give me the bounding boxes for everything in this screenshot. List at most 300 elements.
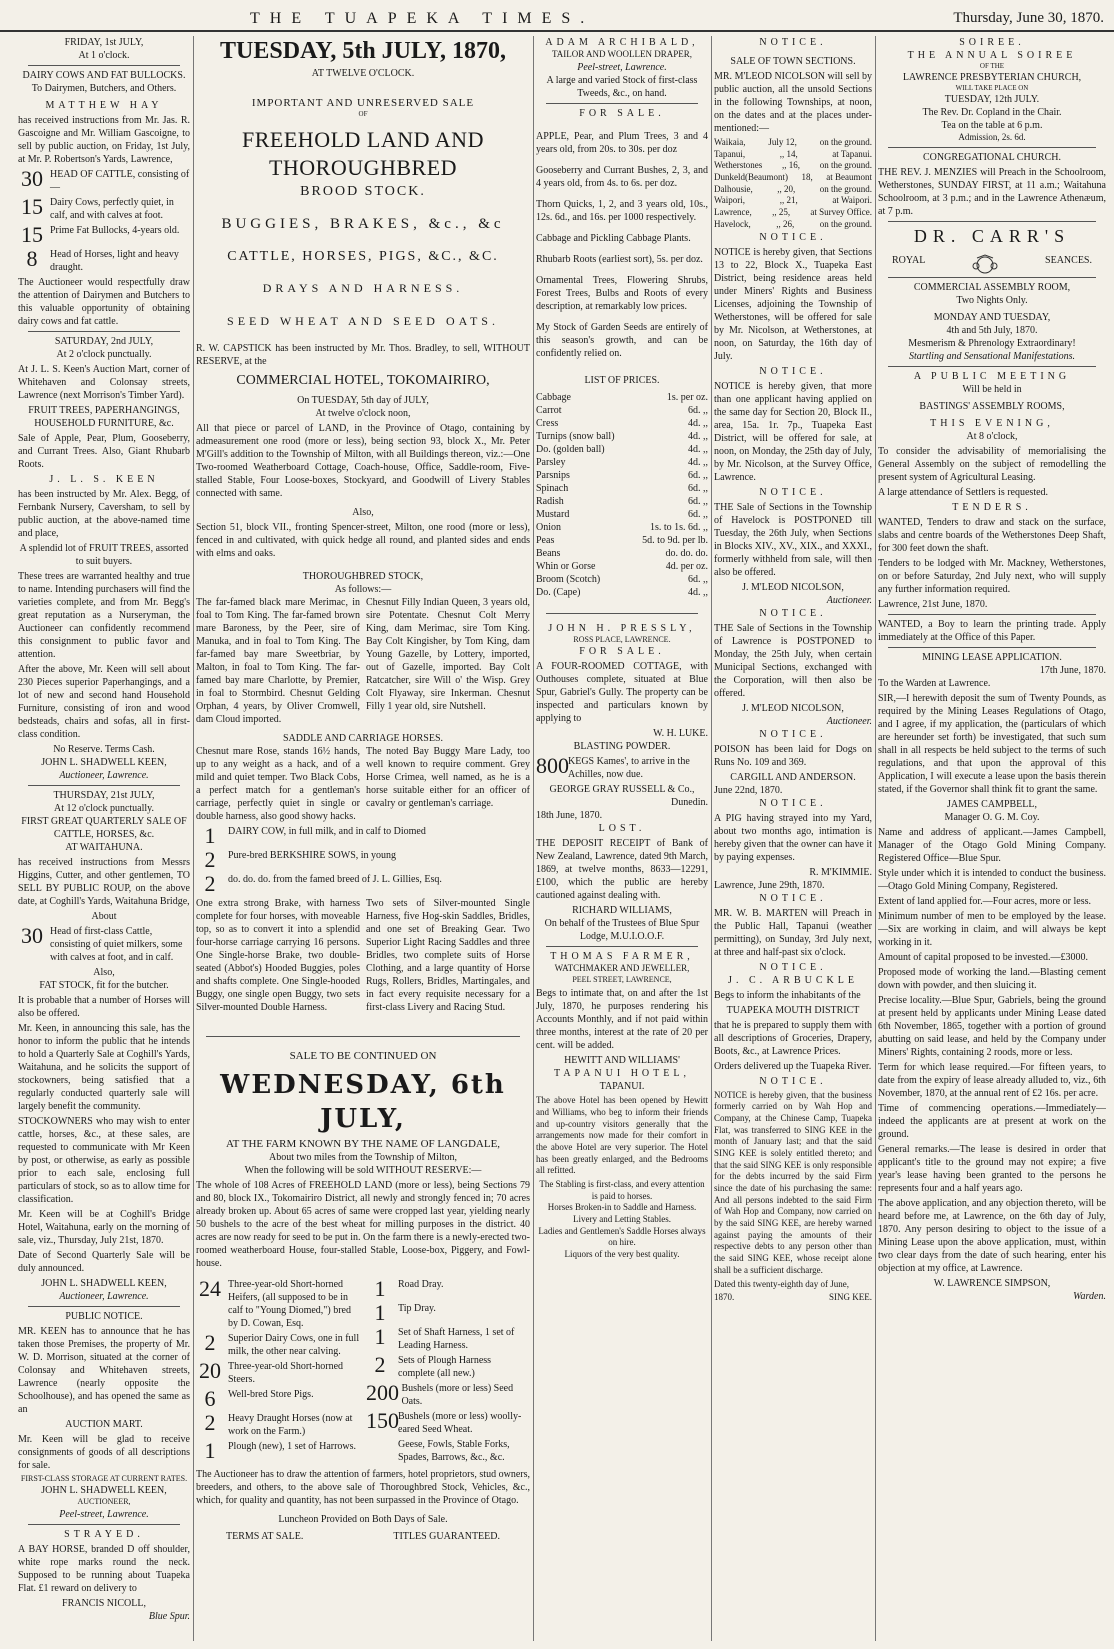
keen-terms: No Reserve. Terms Cash. [53, 744, 155, 755]
town-row [714, 172, 872, 184]
fruit-title: FRUIT TREES, PAPERHANGINGS, HOUSEHOLD FURNITURE, &c. [28, 405, 180, 429]
items-right [366, 1276, 530, 1466]
divider [28, 331, 180, 332]
extent: Extent of land applied for.—Four acres, more or less. [878, 896, 1091, 908]
settlers: A large attendance of Settlers is requested. [878, 487, 1049, 499]
cargill: CARGILL AND ANDERSON. [730, 771, 856, 783]
seeds: My Stock of Garden Seeds are entirely of this season's growth, and can be confidently relied on. [536, 321, 708, 359]
poison: POISON has been laid for Dogs on Runs No. 109 and 369. [714, 743, 872, 768]
simpson: W. LAWRENCE SIMPSON, [933, 1278, 1051, 1290]
list-item: 2 Pure-bred BERKSHIRE SOWS, in young [204, 847, 397, 873]
town-place: Waikaia, [714, 137, 746, 147]
town-date: ,, 14, [779, 148, 798, 159]
notice4: THE Sale of Sections in the Township of Havelock is POSTPONED till Tuesday, the 26th July, when Sections in Blocks XIV., XV., XIX., and XXXI., formerly withheld from sale, will then also be offered. [714, 501, 872, 578]
lodged: Tenders to be lodged with Mr. Mackney, Wetherstones, on or before Saturday, 2nd July next, who will supply any further information required. [878, 558, 1106, 596]
thomas-trade: WATCHMAKER AND JEWELLER, [554, 963, 690, 974]
price-value: 6d. ,, [688, 469, 708, 481]
sig5: J. M'LEOD NICOLSON, [742, 702, 844, 714]
item-count: 2 [374, 1352, 386, 1378]
adam-name: ADAM ARCHIBALD, [545, 37, 699, 48]
startling: Startling and Sensational Manifestations. [908, 351, 1076, 363]
town-where: at Waipori. [832, 195, 872, 206]
price-item: Beans [536, 547, 561, 559]
price-row [536, 573, 708, 586]
keen-sig2: Auctioneer, Lawrence. [59, 770, 149, 781]
town-date: 18, [801, 172, 813, 183]
rhubarb: Rhubarb Roots (earliest sort), 5s. per doz. [536, 253, 703, 265]
items-left [196, 1276, 360, 1466]
keen2-text: has received instructions from Messrs Higgins, Cutter, and other gentlemen, TO SELL BY PUBLIC ROUP, on the above date, at Coghill's Yards, Waitahuna Bridge, [18, 857, 190, 907]
item-text: Heavy Draught Horses (now at work on the Farm.) [228, 1413, 353, 1438]
town-where: on the ground. [819, 183, 872, 194]
price-value: 4d. per oz. [665, 560, 708, 572]
price-value: 4d. ,, [688, 443, 708, 455]
town-where: on the ground. [819, 160, 872, 171]
item-text: Superior Dairy Cows, one in full milk, the other near calving. [228, 1333, 360, 1358]
crest-icon [972, 254, 998, 274]
keen-warrant: These trees are warranted healthy and true to name. Intending purchasers will find the varieties complete, and from Mr. Begg's great reputation as a Nurseryman, the Auctioneer can confidently recommend this consignment to public favor and attention. [18, 571, 190, 660]
keen3-sig3: Peel-street, Lawrence. [59, 1508, 149, 1520]
keen-text: has been instructed by Mr. Alex. Begg, of Fernbank Nursery, Caversham, to sell by public auction, at the above-named time and place, [18, 489, 190, 539]
dr-carr: DR. CARR'S [913, 225, 1071, 246]
list-item [196, 1332, 360, 1358]
brake-right: Two sets of Silver-mounted Single Harness, five Hog-skin Saddles, Bridles, and one set of Breaking Gear. Two Superior Light Racing Saddles and three Bridles, two complete suits of Horse Clothing, and a large quantity of Horse Rugs, Rollers, Bridles, Martingales, and in fact every requisite necessary for a first-class Livery and Racing Stud. [366, 898, 530, 1014]
notice-heading: NOTICE. [759, 1075, 827, 1087]
wanted1: WANTED, Tenders to draw and stack on the surface, slabs and centre boards of the Wetherstones Deep Shaft, for 300 feet down the shaft. [878, 517, 1106, 555]
arbuckle-text2: that he is prepared to supply them with all descriptions of Groceries, Drapery, Boots, &c., at Lawrence Prices. [714, 1019, 872, 1057]
fruit-sub: Sale of Apple, Pear, Plum, Gooseberry, and Currant Trees. Also, Giant Rhubarb Roots. [18, 433, 190, 470]
divider [206, 1036, 520, 1037]
price-row [536, 547, 708, 560]
price-row [536, 456, 708, 469]
list-item [196, 1388, 360, 1410]
town-row [714, 160, 872, 172]
price-item: Parsnips [536, 469, 570, 481]
sir: SIR,—I herewith deposit the sum of Twenty Pounds, as required by the Mining Leases Regulations of Otago, and I agree, if my application, the (particulars of which are hereunder set forth) be investigated, that such sum shall in all respects be held subject to the terms of such regulations, and that upon the approval of this Application, I will execute a lease upon the basis therein stated, if the Governor shall think fit to grant the same. [878, 693, 1106, 796]
item-text: Road Dray. [398, 1279, 444, 1291]
warden-sig: Warden. [1073, 1291, 1106, 1303]
price-item: Do. (golden ball) [536, 443, 605, 455]
russell-date: 18th June, 1870. [536, 810, 603, 822]
notice-heading: NOTICE. [759, 231, 827, 243]
orders: Orders delivered up the Tuapeka River. [714, 1060, 872, 1072]
sale-time: AT TWELVE O'CLOCK. [311, 68, 415, 80]
parcel: All that piece or parcel of LAND, in the Province of Otago, containing by admeasurement one rood (more or less), being section 93, block X., Mr. Peter M'Gill's addition to the Township of Milton, with all Buildings thereon, viz.:—One Two-roomed Weatherboard Cottage, Coach-house, Office, Saddle-room, Five-stalled Stable, Four Loose-boxes, Stockyard, and Goodwill of Livery Stables connected with same. [196, 423, 530, 500]
tapanui: TAPANUI HOTEL, [554, 1068, 690, 1080]
dairy-to: To Dairymen, Butchers, and Others. [31, 83, 177, 94]
strayed-text: A BAY HORSE, branded D off shoulder, white rope marks round the neck. Supposed to be running about Tuapeka Flat. £1 reward on delivery to [18, 1543, 190, 1594]
dates: 4th and 5th July, 1870. [946, 325, 1038, 337]
keen3-sig2: AUCTIONEER, [77, 1497, 131, 1507]
continued: SALE TO BE CONTINUED ON [289, 1050, 437, 1063]
price-item: Cress [536, 417, 559, 429]
sig4b: Auctioneer. [826, 594, 872, 606]
cabbage: Cabbage and Pickling Cabbage Plants. [536, 232, 691, 244]
horses-hire: Horses Broken-in to Saddle and Harness. [547, 1202, 697, 1213]
notice-heading: NOTICE. [759, 961, 827, 973]
sad-left: Chesnut mare Rose, stands 16½ hands, up to any weight as a hack, and of a mild and quiet temper. Two Black Cobs, a perfect match for a gentleman's carriage, perfectly quiet in single or double harness, also good showy hacks. [196, 746, 360, 823]
mon-tue: MONDAY AND TUESDAY, [933, 312, 1051, 324]
notice-heading: NOTICE. [759, 37, 827, 48]
list-item: 30 HEAD OF CATTLE, consisting of— [21, 166, 190, 193]
tb-right: Chesnut Filly Indian Queen, 3 years old, sire Potentate. Chesnut Colt Merry King, dam Merimac, sire Tom King. Bay Colt Kingisher, by Tom King, dam Young Gazelle, by Lottery, imported, out of Gazelle, imported. Bay Colt Ratcatcher, sire Will o' the Wisp. Grey Colt Flyaway, sire Inkerman. Chesnut Filly 1 year old, sire Nutshell. [366, 597, 530, 713]
price-item: Parsley [536, 456, 566, 468]
list-item [366, 1302, 530, 1324]
notice5: THE Sale of Sections in the Township of Lawrence is POSTPONED to Monday, the 25th July, when certain Municipal Sections, exchanged with the Corporation, will then also be offered. [714, 622, 872, 699]
section51: Section 51, block VII., fronting Spencer-street, Milton, one rood (more or less), fenced in and cultivated, with quick hedge all round, and planted sides and ends with elms and oaks. [196, 522, 530, 560]
town-row [714, 137, 872, 149]
price-value: 6d. ,, [688, 508, 708, 520]
item-count: 1 [374, 1276, 386, 1302]
drays-heading: DRAYS AND HARNESS. [262, 280, 464, 295]
blasting: BLASTING POWDER. [573, 741, 671, 753]
keen2-ann: Mr. Keen, in announcing this sale, has the honor to inform the public that he intends to hold a Quarterly Sale at Coghill's Yards, Waitahuna, and he solicits the support of stockowners, being satisfied that a regularly conducted quarterly sale will largely benefit the community. [18, 1023, 190, 1112]
singkee-sig: SING KEE. [829, 1292, 872, 1303]
apple: APPLE, Pear, and Plum Trees, 3 and 4 years old, from 20s. to 30s. per doz [536, 130, 708, 155]
price-value: 4d. ,, [688, 430, 708, 442]
evening: THIS EVENING, [930, 418, 1054, 430]
adam-stock: A large and varied Stock of first-class Tweeds, &c., on hand. [546, 74, 698, 99]
above-app: The above application, and any objection thereto, will be heard before me, at Lawrence, on the 6th day of July, 1870. Any person desiring to object to the issue of a Mining Lease upon the above application, must, within two clear days from the date of such hearing, enter his objection at my office, at Lawrence. [878, 1198, 1106, 1275]
tea: Tea on the table at 6 p.m. [941, 120, 1043, 132]
item-count: 2 [204, 1330, 216, 1356]
hewitt: HEWITT AND WILLIAMS' [564, 1055, 680, 1067]
item-count: 20 [199, 1358, 221, 1384]
farm-items [196, 1276, 530, 1466]
singkee: NOTICE is hereby given, that the business formerly carried on by Wah Hop and Company, at the Chinese Camp, Tuapeka Flat, was transferred to SING KEE in the month of January last; and that the said SING KEE is solely entitled thereto; and that the said SING KEE is only responsible for the debts incurred by the said Firm since the date of his purchasing the same: And all persons indebted to the said Firm of Wah Hop and Company, now carried on by the said SING KEE, are hereby warned against paying the amounts of their respective debts to any person other than the said SING KEE, whose receipt alone shall be a sufficient discharge. [714, 1089, 872, 1275]
keen-after: After the above, Mr. Keen will sell about 230 Pieces superior Paperhangings, and a lot of new and second hand Household Furniture, consisting of iron and wood bedsteads, chairs and sofas, all in first-class condition. [18, 664, 190, 740]
fat-stock: FAT STOCK, fit for the butcher. [39, 980, 169, 991]
church: LAWRENCE PRESBYTERIAN CHURCH, [902, 72, 1082, 84]
price-item: Onion [536, 521, 561, 533]
whole-text: The whole of 108 Acres of FREEHOLD LAND (more or less), being Sections 79 and 80, block IX., Tokomairiro District, all newly and strongly fenced in; 70 acres already broken up. About 65 acres of same were cropped last year, yielding nearly 50 bushels to the acre of the best wheat for milling purposes in the district. 40 acres are now ready for seed to be put in. On the farm there is a newly-erected two-roomed weatherboard House, four-stalled Stable, Loose-box, Piggery, and Fowl-house. [196, 1180, 530, 1270]
divider [28, 65, 180, 66]
saddle-hire: Ladies and Gentlemen's Saddle Horses always on hire. [538, 1225, 706, 1248]
price-item: Do. (Cape) [536, 586, 581, 598]
price-row [536, 521, 708, 534]
public-text: MR. KEEN has to announce that he has taken those Premises, the property of Mr. W. D. Morrison, situated at the corner of Colonsay and Whitehaven streets, Lawrence (nearly opposite the Schoolhouse), and has opened the same as an [18, 1326, 190, 1415]
price-item: Radish [536, 495, 564, 507]
sig4: J. M'LEOD NICOLSON, [742, 581, 844, 593]
list-item [366, 1410, 530, 1436]
town-where: at Tapanui. [832, 148, 872, 159]
price-list [536, 391, 708, 599]
thomas-addr: PEEL STREET, LAWRENCE, [572, 974, 672, 984]
about-two: About two miles from the Township of Milton, [269, 1152, 457, 1164]
cargill-date: June 22nd, 1870. [714, 784, 783, 796]
list-item [196, 1278, 360, 1330]
divider [888, 647, 1096, 648]
strayed-sig2: Blue Spur. [148, 1610, 190, 1622]
thoroughbred-list [196, 596, 530, 726]
sat-time: At 2 o'clock punctually. [56, 349, 152, 360]
item-count: 1 [204, 1438, 216, 1464]
saddle-list [196, 745, 530, 823]
williams: RICHARD WILLIAMS, [572, 905, 672, 917]
column-divider [193, 36, 194, 1641]
list-item: 15 Prime Fat Bullocks, 4-years old. [21, 222, 180, 247]
price-value: 6d. ,, [688, 404, 708, 416]
price-row [536, 508, 708, 521]
eight: At 8 o'clock, [966, 431, 1018, 443]
column-1 [18, 36, 190, 1641]
item-count: 200 [366, 1380, 399, 1406]
keen-sig: JOHN L. SHADWELL KEEN, [41, 757, 167, 768]
towns-list [714, 137, 872, 231]
terms-row [196, 1530, 530, 1543]
town-where: at Survey Office. [810, 207, 872, 218]
lawrence-date: Lawrence, 21st June, 1870. [878, 599, 988, 611]
pressly-addr: ROSS PLACE, LAWRENCE. [573, 634, 671, 644]
list-heading: LIST OF PRICES. [584, 374, 660, 386]
item-text: Tip Dray. [398, 1303, 436, 1315]
notice2: NOTICE is hereby given, that Sections 13 to 22, Block X., Tuapeka East District, being residence areas held under Miners' Rights and Business Licenses, adjoining the Township of Wetherstones, will be offered for sale by Mr. Nicolson, at Wetherstones, at noon, on Saturday, the 16th day of July. [714, 246, 872, 362]
column-divider [533, 36, 534, 1641]
seances: SEANCES. [1045, 255, 1092, 267]
noon: At twelve o'clock noon, [315, 408, 411, 420]
ad-friday-head: FRIDAY, 1st JULY, [64, 37, 144, 48]
assembly: COMMERCIAL ASSEMBLY ROOM, [913, 282, 1071, 294]
freehold-heading: FREEHOLD LAND AND THOROUGHBRED [242, 126, 484, 181]
price-item: Cabbage [536, 391, 571, 403]
admission: Admission, 2s. 6d. [958, 132, 1026, 143]
price-row [536, 534, 708, 547]
marten: MR. W. B. MARTEN will Preach in the Public Hall, Tapanui (weather permitting), on Sunday, 3rd July next, at three and half-past six o'clock. [714, 907, 872, 958]
warden: To the Warden at Lawrence. [878, 678, 991, 690]
waitahuna: AT WAITAHUNA. [65, 842, 143, 853]
strayed-head: STRAYED. [64, 1528, 144, 1540]
kimmie: R. M'KIMMIE. [809, 866, 872, 878]
arbuckle: J. C. ARBUCKLE [728, 974, 858, 986]
kimmie-date: Lawrence, June 29th, 1870. [714, 879, 825, 891]
dairy-title: DAIRY COWS AND FAT BULLOCKS. [22, 70, 186, 81]
item-text: Plough (new), 1 set of Harrows. [228, 1441, 357, 1453]
russell: GEORGE GRAY RUSSELL & Co., [549, 784, 695, 796]
menzies: THE REV. J. MENZIES will Preach in the Schoolroom, Wetherstones, SUNDAY FIRST, at 11 a.m.; Waitahuna Schoolroom, at 3 p.m.; and in the Lawrence Athenæum, at 7 p.m. [878, 166, 1106, 217]
sad-right: The noted Bay Buggy Mare Lady, too well known to require comment. Grey Horse Crimea, well named, as he is a horse suitable either for an officer of cavalry or gentleman's carriage. [366, 746, 530, 810]
item-count: 1 [374, 1300, 386, 1326]
notice-heading: NOTICE. [759, 486, 827, 498]
town-place: Havelock, [714, 218, 751, 229]
sale-date-heading: TUESDAY, 5th JULY, 1870, [220, 38, 506, 64]
divider [888, 221, 1096, 222]
price-row [536, 482, 708, 495]
thoroughbred-heading: THOROUGHBRED STOCK, [302, 571, 424, 583]
hotel-heading: COMMERCIAL HOTEL, TOKOMAIRIRO, [236, 372, 490, 388]
town-row [714, 219, 872, 231]
item-text: Sets of Plough Harness complete (all new.) [398, 1355, 492, 1380]
dunedin: Dunedin. [671, 797, 708, 809]
price-item: Whin or Gorse [536, 560, 596, 572]
liquors: Liquors of the very best quality. [564, 1249, 680, 1260]
divider [28, 785, 180, 786]
price-item: Spinach [536, 482, 569, 494]
soiree: SOIREE. [959, 37, 1025, 48]
price-value: 6d. ,, [688, 482, 708, 494]
lost: LOST. [598, 823, 646, 835]
price-row [536, 443, 708, 456]
on-date: On TUESDAY, 5th day of JULY, [297, 395, 429, 407]
capstick-text: R. W. CAPSTICK has been instructed by Mr. Thos. Bradley, to sell, WITHOUT RESERVE, at the [196, 342, 530, 367]
price-row [536, 469, 708, 482]
campbell: JAMES CAMPBELL, [946, 799, 1037, 811]
pig: A PIG having strayed into my Yard, about two months ago, intimation is hereby given that the owner can have it by paying expenses. [714, 812, 872, 863]
town-date: ,, 20, [777, 183, 796, 194]
price-value: 1s. per oz. [666, 391, 708, 403]
column-5 [878, 36, 1106, 1641]
ornamental: Ornamental Trees, Flowering Shrubs, Forest Trees, Bulbs and Roots of every description, at remarkably low prices. [536, 274, 708, 312]
divider [888, 614, 1096, 615]
wanted2: WANTED, a Boy to learn the printing trade. Apply immediately at the Office of this Paper. [878, 619, 1106, 644]
precise: Precise locality.—Blue Spur, Gabriels, being the ground at present held by applicants under Mining Lease dated 6th November, 1865, together with a portion of ground abutting on said lease, and held by the Company under Miners' Rights, containing 2 roods, more or less. [878, 995, 1106, 1059]
item-text: Three-year-old Short-horned Steers. [228, 1361, 344, 1386]
item-text: Three-year-old Short-horned Heifers, (all supposed to be in calf to "Young Diomed,") bred by D. Cowan, Esq. [228, 1279, 351, 1330]
royal: ROYAL [892, 255, 926, 267]
masthead-date: Thursday, June 30, 1870. [953, 10, 1104, 26]
auction-mart: AUCTION MART. [65, 1419, 143, 1430]
column-divider [875, 36, 876, 1641]
name-addr: Name and address of applicant.—James Campbell, Manager of the Otago Gold Mining Company. Registered Office—Blue Spur. [878, 827, 1106, 865]
divider [888, 277, 1096, 278]
year: 1870. [714, 1292, 735, 1303]
divider [28, 1306, 180, 1307]
also-label: Also, [352, 507, 374, 519]
mining-date: 17th June, 1870. [1039, 665, 1106, 677]
notice-heading: NOTICE. [759, 365, 827, 377]
town-date: ,, 26, [776, 218, 795, 229]
adam-trade: TAILOR AND WOOLLEN DRAPER, [551, 49, 693, 59]
town-place: Wetherstones [714, 160, 763, 171]
list-item: 2 do. do. do. from the famed breed of J. L. Gillies, Esq. [204, 871, 442, 897]
hay-name: MATTHEW HAY [45, 100, 163, 111]
quarterly-title: FIRST GREAT QUARTERLY SALE OF CATTLE, HORSES, &c. [21, 816, 187, 840]
public-head: PUBLIC NOTICE. [65, 1311, 143, 1322]
style: Style under which it is intended to conduct the business.—Otago Gold Mining Company, Registered. [878, 868, 1106, 893]
price-item: Mustard [536, 508, 570, 520]
brake-left: One extra strong Brake, with harness complete for four horses, with moveable top, so as to convert it into a splendid four-horse carriage carrying 16 persons. One Single-horse Brake, two double-seated (Abbot's) Hooded Buggies, poles and shafts complete. One Single-hooded Buggy, one single open Buggy, two sets Silver-mounted Double Harness. [196, 898, 360, 1014]
town-where: on the ground. [819, 218, 872, 229]
dated: Dated this twenty-eighth day of June, [714, 1278, 849, 1289]
minimum: Minimum number of men to be employed by the lease.—Six are working in claim, and will always be kept working in it. [878, 911, 1106, 949]
also-label: Also, [93, 967, 115, 978]
masthead-title: THE TUAPEKA TIMES. [250, 10, 595, 27]
bastings: BASTINGS' ASSEMBLY ROOMS, [919, 401, 1065, 413]
time: Time of commencing operations.—Immediately—indeed the applicants are at present at work on the ground. [878, 1103, 1106, 1141]
price-value: 6d. ,, [688, 495, 708, 507]
strayed-sig: FRANCIS NICOLL, [62, 1597, 146, 1609]
list-item [196, 1412, 360, 1438]
about-label: About [91, 911, 117, 922]
sat-where: At J. L. S. Keen's Auction Mart, corner of Whitehaven and Colonsay streets, Lawrence (next Morrison's Timber Yard). [18, 364, 190, 401]
luncheon: Luncheon Provided on Both Days of Sale. [278, 1514, 448, 1526]
general: General remarks.—The lease is desired in order that applicant's title to the ground may not expire; a five year's lease having been granted to the persons he represents four and a half years ago. [878, 1144, 1106, 1195]
thomas: THOMAS FARMER, [550, 951, 694, 963]
keen2-prob: It is probable that a number of Horses will also be offered. [18, 995, 190, 1019]
for-sale2: FOR SALE. [579, 646, 665, 658]
item-text: Bushels (more or less) woolly-eared Seed Wheat. [398, 1411, 522, 1436]
storage: FIRST-CLASS STORAGE AT CURRENT RATES. [20, 1474, 188, 1483]
hay-text: has received instructions from Mr. Jas. R. Gascoigne and Mr. William Gascoigne, to sell by public auction, on Friday, 1st July, at Mr. P. Robertson's Yards, Lawrence, [18, 115, 190, 165]
item-count: 150 [366, 1408, 399, 1434]
mesmerism: Mesmerism & Phrenology Extraordinary! [908, 338, 1076, 350]
divider [546, 103, 698, 104]
will-held: Will be held in [962, 384, 1022, 396]
town-where: at Beaumont [826, 172, 872, 183]
for-sale: FOR SALE. [579, 107, 665, 119]
price-row [536, 495, 708, 508]
auct-foot: The Auctioneer has to draw the attention of farmers, hotel proprietors, stud owners, breeders, and others, to the above sale of Thoroughbred Stock, Vehicles, &c., which, for quality and quantity, has not been surpassed in the Province of Otago. [196, 1469, 530, 1507]
proposed: Proposed mode of working the land.—Blasting cement down with powder, and then sluicing it. [878, 967, 1106, 992]
keen3-sig: JOHN L. SHADWELL KEEN, [41, 1485, 167, 1497]
term: Term for which lease required.—For fifteen years, to date from the expiry of lease already alluded to, viz., 6th November, 1870, at the annual rent of £2 16s. per acre. [878, 1062, 1106, 1100]
cattle-heading: CATTLE, HORSES, PIGS, &C., &C. [227, 249, 499, 265]
pressly: JOHN H. PRESSLY, [548, 622, 696, 634]
consider: To consider the advisability of memorialising the General Assembly on the subject of remodelling the present system of Agricultural Leasing. [878, 446, 1106, 484]
farm-heading: AT THE FARM KNOWN BY THE NAME OF LANGDALE, [225, 1137, 501, 1150]
notice-heading: NOTICE. [759, 892, 827, 904]
of-label: OF [358, 110, 368, 119]
town-row [714, 195, 872, 207]
item-count: 6 [204, 1386, 216, 1412]
item-text: Well-bred Store Pigs. [228, 1389, 314, 1401]
titles: TITLES GUARANTEED. [393, 1531, 500, 1543]
public-meeting: A PUBLIC MEETING [913, 371, 1071, 383]
list-item: 15 Dairy Cows, perfectly quiet, in calf, and with calves at foot. [21, 194, 174, 221]
deposit: THE DEPOSIT RECEIPT of Bank of New Zealand, Lawrence, dated 9th March, 1869, at twelve months, 8633—12291, £100, which the public are hereby cautioned against dealing with. [536, 838, 708, 902]
copland: The Rev. Dr. Copland in the Chair. [922, 107, 1062, 119]
divider [28, 1524, 180, 1525]
price-value: 4d. ,, [688, 586, 708, 598]
item-count: 1 [374, 1324, 386, 1350]
nicolson: MR. M'LEOD NICOLSON will sell by public auction, all the unsold Sections in the following Townships, at noon, on the dates and at the places under-mentioned:— [714, 71, 872, 134]
column-4 [714, 36, 872, 1641]
list-item [196, 1440, 360, 1462]
amount: Amount of capital proposed to be invested.—£3000. [878, 952, 1088, 964]
price-row [536, 586, 708, 599]
tuapeka-mouth: TUAPEKA MOUTH DISTRICT [726, 1004, 860, 1016]
notice-heading: NOTICE. [759, 728, 827, 740]
town-row [714, 207, 872, 219]
tenders: TENDERS. [952, 502, 1032, 514]
price-value: 4d. ,, [688, 456, 708, 468]
buggies-heading: BUGGIES, BRAKES, &c., &c [221, 215, 505, 232]
singkee-sig-row [714, 1292, 872, 1304]
column-2 [196, 36, 530, 1641]
sat-head: SATURDAY, 2nd JULY, [54, 336, 154, 347]
keen2-sig2: Auctioneer, Lawrence. [59, 1291, 149, 1302]
list-item [366, 1278, 530, 1300]
price-value: 1s. to 1s. 6d. ,, [649, 521, 708, 533]
price-value: 4d. ,, [688, 417, 708, 429]
towns-heading: SALE OF TOWN SECTIONS. [730, 56, 856, 67]
price-value: do. do. do. [665, 547, 708, 559]
price-row [536, 404, 708, 417]
as-follows: As follows:— [334, 584, 392, 596]
price-item: Carrot [536, 404, 562, 416]
town-place: Dalhousie, [714, 183, 753, 194]
thomas-text: Begs to intimate that, on and after the 1st July, 1870, he purposes rendering his Accounts Monthly, and if not paid within three months, interest at the rate of 20 per cent. will be added. [536, 988, 708, 1052]
price-item: Broom (Scotch) [536, 573, 601, 585]
item-count: 2 [204, 1410, 216, 1436]
wednesday-heading: WEDNESDAY, 6th JULY, [220, 1070, 506, 1135]
keen-hotel: Mr. Keen will be at Coghill's Bridge Hotel, Waitahuna, early on the morning of sale, viz., Thursday, July 21st, 1870. [18, 1209, 190, 1246]
item-text: Bushels (more or less) Seed Oats. [401, 1383, 514, 1408]
adam-addr: Peel-street, Lawrence. [577, 61, 667, 73]
notice3: NOTICE is hereby given, that more than one applicant having applied on the same day for Section 20, Block II., area, 15a. 1r. 7p., Tuapeka East District, will be offered for sale, at noon, on Monday, the 25th day of July, by Mr. Nicolson, at the Survey Office, Lawrence. [714, 380, 872, 483]
list-item: 30 Head of first-class Cattle, consisting of quiet milkers, some with calves at foot, and in calf. [21, 923, 183, 963]
town-row [714, 149, 872, 161]
mining: MINING LEASE APPLICATION. [922, 652, 1062, 664]
